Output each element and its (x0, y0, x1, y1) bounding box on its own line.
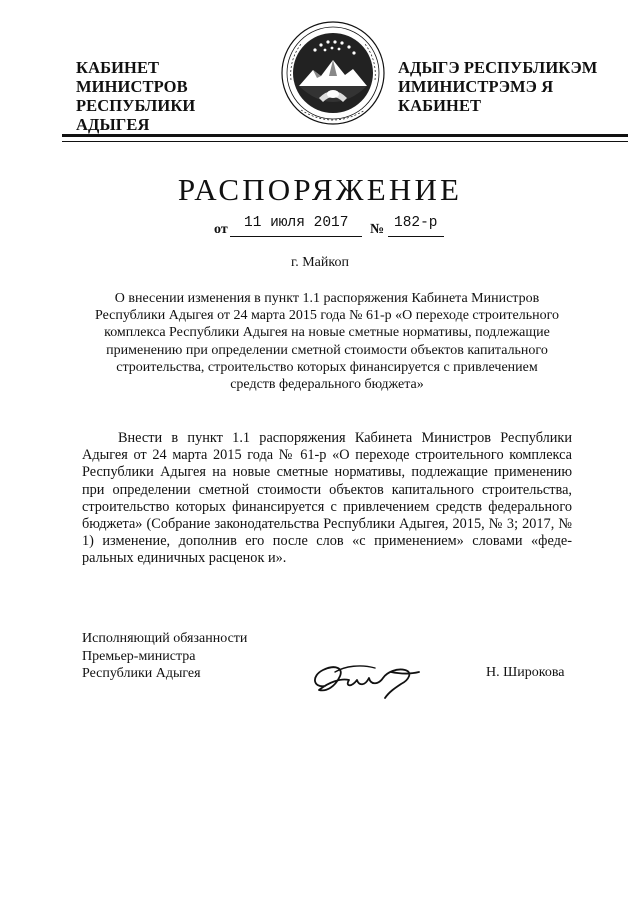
header-divider-thin (62, 141, 628, 142)
number-underline (388, 236, 444, 237)
signer-position-line2: Премьер-министра (82, 648, 196, 664)
handwritten-signature-icon (305, 658, 423, 700)
subject-line: средств федерального бюджета» (230, 377, 424, 393)
subject-line: Республики Адыгея от 24 марта 2015 года № 61-р «О переходе строительного (95, 308, 559, 324)
org-name-russian-line2: РЕСПУБЛИКИ АДЫГЕЯ (76, 96, 196, 134)
org-name-adyghe-line2: ИМИНИСТРЭМЭ Я КАБИНЕТ (398, 77, 554, 115)
org-name-adyghe (398, 58, 628, 115)
number-label: № (370, 222, 385, 237)
coat-of-arms-icon (279, 20, 387, 126)
date-value: 11 июля 2017 (244, 215, 349, 231)
org-name-russian (76, 58, 266, 134)
subject-line: комплекса Республики Адыгея на новые сметные нормативы, подлежащие (104, 325, 550, 341)
org-name-adyghe-line1: АДЫГЭ РЕСПУБЛИКЭМ (398, 58, 598, 77)
signer-position (82, 630, 247, 683)
body-paragraph: Внести в пункт 1.1 распоряжения Кабинета Министров Республики Адыгея от 24 марта 2015 года № 61-р «О переходе строительного комплекса Республики Адыгея на новые сметные нормативы, подлежащие применению при определении сметной стоимости объектов капитального строительства, строительство которых финансируется с привлечением средств федерального бюджета» (Собрание законодательства Республики Адыгея, 2015, № 3; 2017, № 1) изменение, дополнив его после слов «с применением» словами «федеральных единичных расценок и». (82, 430, 572, 567)
header-divider-thick (62, 134, 628, 137)
signer-position-line1: Исполняющий обязанности (82, 631, 248, 646)
subject-line: строительства, строительство которых финансируется с привлечением (116, 359, 538, 375)
city: г. Майкоп (291, 255, 349, 270)
document-title: РАСПОРЯЖЕНИЕ (177, 172, 463, 207)
signer-name: Н. Широкова (486, 665, 565, 680)
signer-position-line3: Республики Адыгея (82, 666, 201, 681)
date-underline (230, 236, 362, 237)
subject-line: О внесении изменения в пункт 1.1 распоряжения Кабинета Министров (114, 291, 540, 306)
document-subject (88, 290, 566, 393)
subject-line: применению при определении сметной стоимости объектов капитального (106, 342, 548, 358)
number-value: 182-р (394, 215, 438, 231)
org-name-russian-line1: КАБИНЕТ МИНИСТРОВ (76, 58, 188, 96)
date-label: от (214, 222, 228, 237)
document-date-number (210, 214, 460, 240)
